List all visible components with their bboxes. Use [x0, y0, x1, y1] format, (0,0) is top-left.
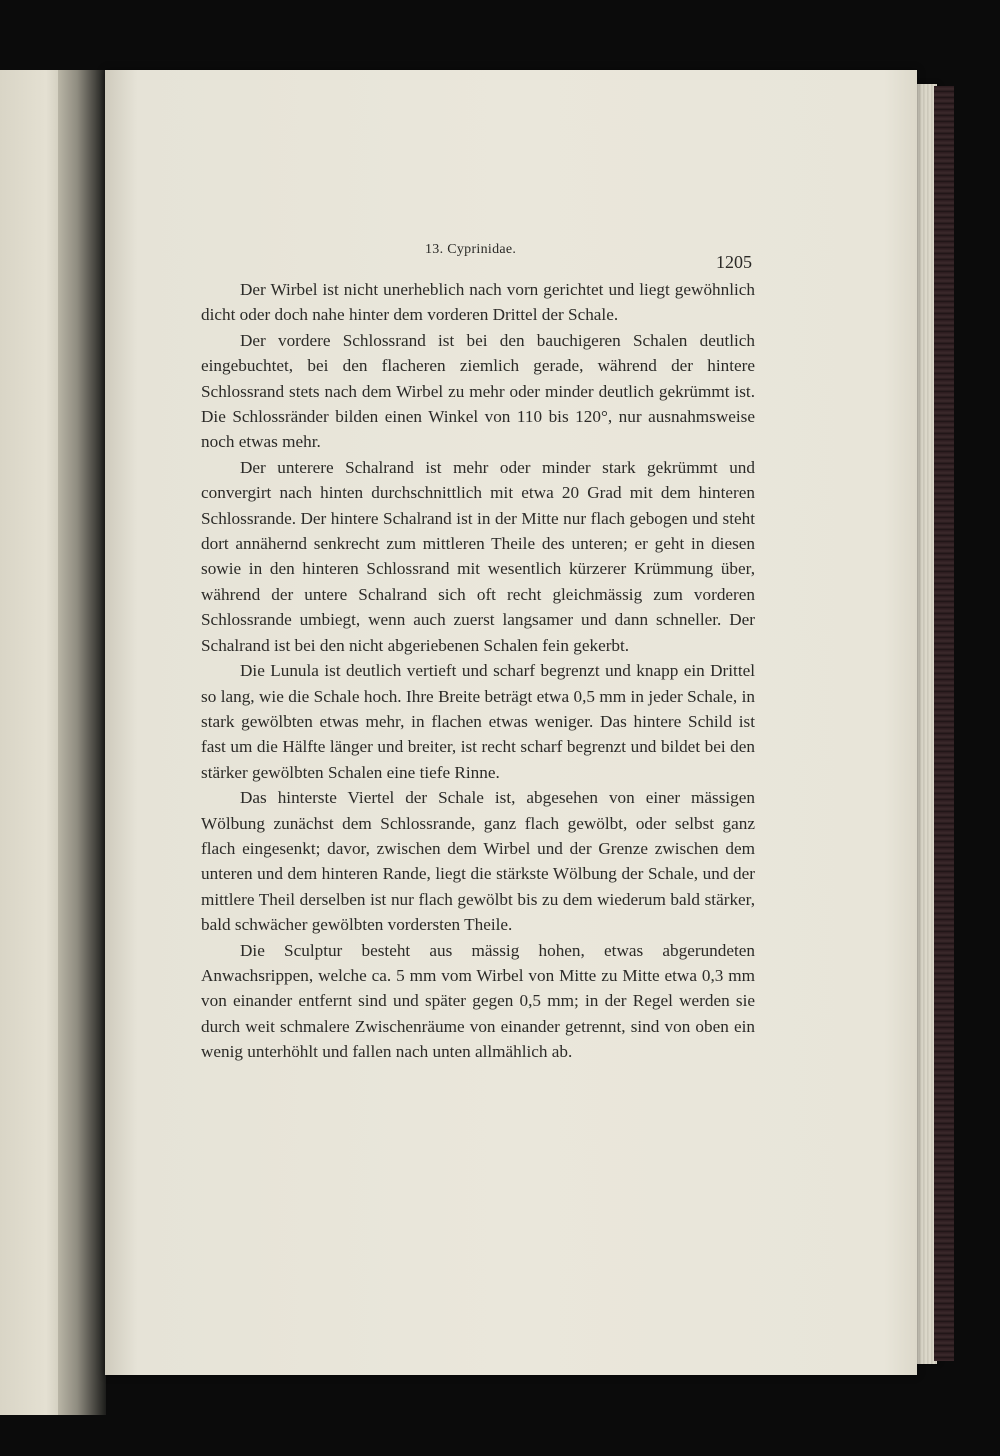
paragraph: Der vordere Schlossrand ist bei den bauchigeren Schalen deutlich eingebuchtet, bei den flacheren ziemlich gerade, während der hintere Schlossrand stets nach dem Wirbel zu mehr oder minder deutlich gekrümmt ist. Die Schlossränder bilden einen Winkel von 110 bis 120°, nur ausnahmsweise noch etwas mehr.	[201, 330, 755, 452]
paragraph: Das hinterste Viertel der Schale ist, abgesehen von einer mässigen Wölbung zunächst dem Schlossrande, ganz flach gewölbt, oder selbst ganz flach eingesenkt; davor, zwischen dem Wirbel und der Grenze zwischen dem unteren und dem hinteren Rande, liegt die stärkste Wölbung der Schale, und der mittlere Theil derselben ist nur flach gewölbt bis zu dem wiederum bald stärker, bald schwächer gewölbten vordersten Theile.	[201, 788, 755, 935]
page-number: 1205	[716, 252, 752, 272]
book-cover-edge	[934, 86, 954, 1361]
book-page	[105, 70, 917, 1375]
book-gutter	[58, 70, 106, 1415]
paragraph: Der Wirbel ist nicht unerheblich nach vorn gerichtet und liegt gewöhnlich dicht oder doch nahe hinter dem vorderen Drittel der Schale.	[201, 280, 755, 325]
left-page-edge	[0, 70, 66, 1415]
paragraph: Die Sculptur besteht aus mässig hohen, etwas abgerundeten Anwachsrippen, welche ca. 5 mm vom Wirbel von Mitte zu Mitte etwa 0,3 mm von einander entfernt sind und später gegen 0,5 mm; in der Regel werden sie durch weit schmalere Zwischenräume von einander getrennt, sind von oben ein wenig unterhöhlt und fallen nach unten allmählich ab.	[201, 940, 755, 1062]
running-head: 13. Cyprinidae.	[425, 242, 517, 257]
paragraph: Der unterere Schalrand ist mehr oder minder stark gekrümmt und convergirt nach hinten durchschnittlich mit etwa 20 Grad mit dem hinteren Schlossrande. Der hintere Schalrand ist in der Mitte nur flach gebogen und steht dort annähernd senkrecht zum mittleren Theile des unteren; er geht in diesen sowie in den hinteren Schlossrand mit wesentlich kürzerer Krümmung über, während der untere Schalrand sich oft recht gleichmässig zum vorderen Schlossrande umbiegt, wenn auch zuerst langsamer und dann schneller. Der Schalrand ist bei den nicht abgeriebenen Schalen fein gekerbt.	[201, 457, 755, 655]
paragraph: Die Lunula ist deutlich vertieft und scharf begrenzt und knapp ein Drittel so lang, wie die Schale hoch. Ihre Breite beträgt etwa 0,5 mm in jeder Schale, in stark gewölbten etwas mehr, in flachen etwas weniger. Das hintere Schild ist fast um die Hälfte länger und breiter, ist recht scharf begrenzt und bildet bei den stärker gewölbten Schalen eine tiefe Rinne.	[201, 661, 755, 782]
body-text	[201, 277, 755, 1065]
